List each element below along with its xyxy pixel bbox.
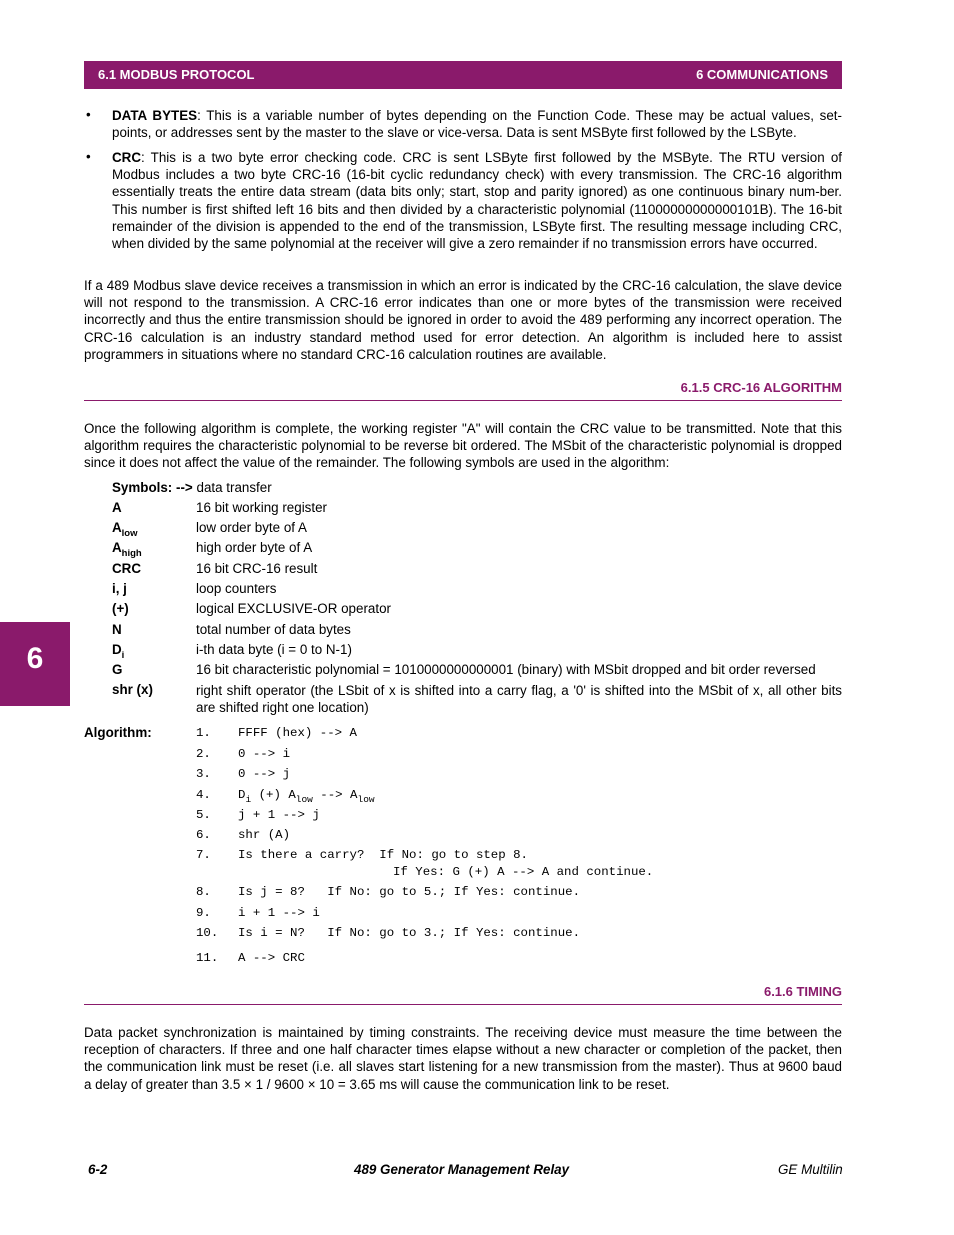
step-text: 0 --> i: [238, 747, 291, 761]
step-number: 6.: [196, 828, 211, 842]
step-number: 4.: [196, 788, 211, 802]
step-text: $D_i$ (+) $A_{low}$ --> $A_{low}$: [238, 788, 375, 805]
section-heading-crc16: [84, 380, 842, 401]
symbol-desc: 16 bit CRC-16 result: [196, 561, 318, 576]
symbols-heading: [112, 480, 272, 495]
section-title: 6.1.6 TIMING: [763, 984, 842, 999]
algorithm-label: Algorithm:: [84, 725, 152, 740]
bullet-term: DATA BYTES: [112, 108, 198, 123]
footer-company: GE Multilin: [778, 1162, 843, 1177]
symbol-key: A: [112, 500, 122, 515]
symbol-desc: low order byte of A: [196, 520, 307, 535]
paragraph-crc-error: If a 489 Modbus slave device receives a transmission in which an error is indicated by the CRC-16 calculation, the slave device will not respond to the transmission. A CRC-16 error indicates than one or more bytes of the transmission were received incorrectly and thus the entire transmission should be ignored in order to avoid the 489 performing any incorrect operation. The CRC-16 calculation is an industry standard method used for error detection. An algorithm is included here to assist programmers in situations where no standard CRC-16 calculation routines are available.: [84, 278, 842, 362]
symbol-desc: logical EXCLUSIVE-OR operator: [196, 601, 391, 616]
header-chapter-label: 6 COMMUNICATIONS: [696, 67, 828, 82]
step-number: 11.: [196, 951, 219, 965]
step-text: Is there a carry? If No: go to step 8.: [238, 848, 528, 862]
symbol-key: i, j: [112, 581, 127, 596]
symbol-key: shr (x): [112, 682, 153, 697]
bullet-text: : This is a two byte error checking code. CRC is sent LSByte first followed by the MSByte. The RTU version of Modbus includes a two byte CRC-16 (16-bit cyclic redundancy check) with every transmission. The CRC-16 algorithm essentially treats the entire data stream (data bits only; start, stop and parity ignored) as one continuous binary num-ber. This number is first shifted left 16 bits and then divided by a characteristic polynomial (11000000000000101B). The 16-bit remainder of the division is appended to the end of the transmission, LSByte first. The resulting message including CRC, when divided by the same polynomial at the receiver will give a zero remainder if no transmission errors have occurred.: [112, 150, 842, 252]
bullet-term: CRC: [112, 150, 142, 165]
step-text: Is i = N? If No: go to 3.; If Yes: continue.: [238, 926, 581, 940]
footer-page-number: 6-2: [88, 1162, 108, 1177]
symbol-key: $A_{low}$: [112, 520, 138, 539]
symbol-key: $A_{high}$: [112, 540, 142, 559]
chapter-tab: [0, 622, 70, 706]
step-number: 3.: [196, 767, 211, 781]
bullet-dot: •: [86, 149, 91, 164]
step-text: A --> CRC: [238, 951, 305, 965]
header-section-label: 6.1 MODBUS PROTOCOL: [98, 67, 255, 82]
running-header: [84, 61, 842, 89]
step-text-continuation: If Yes: G (+) A --> A and continue.: [393, 865, 654, 879]
section-title: 6.1.5 CRC-16 ALGORITHM: [680, 380, 842, 395]
step-text: 0 --> j: [238, 767, 291, 781]
symbols-arrow-desc: data transfer: [196, 480, 272, 495]
step-text: shr (A): [238, 828, 291, 842]
paragraph-algorithm-intro: Once the following algorithm is complete, the working register "A" will contain the CRC value to be transmitted. Note that this algorithm requires the characteristic polynomial to be reverse bit ordered. The MSbit of the characteristic polynomial is dropped since it does not affect the value of the remainder. The following symbols are used in the algorithm:: [84, 421, 842, 471]
step-text: i + 1 --> i: [238, 906, 320, 920]
step-number: 1.: [196, 726, 211, 740]
symbol-key: N: [112, 622, 122, 637]
symbol-key: CRC: [112, 561, 142, 576]
symbols-label: Symbols:: [112, 480, 173, 495]
chapter-tab-number: 6: [26, 642, 44, 675]
step-text: FFFF (hex) --> A: [238, 726, 357, 740]
symbol-key: (+): [112, 601, 129, 616]
step-number: 10.: [196, 926, 219, 940]
bullet-crc: [112, 149, 842, 252]
symbol-desc: right shift operator (the LSbit of x is shifted into a carry flag, a '0' is shifted into the MSbit of x, all other bits are shifted right one location): [196, 683, 842, 716]
step-number: 2.: [196, 747, 211, 761]
symbol-desc: 16 bit characteristic polynomial = 1010000000000001 (binary) with MSbit dropped and bit order reversed: [196, 662, 816, 677]
symbol-desc: total number of data bytes: [196, 622, 351, 637]
paragraph-timing: Data packet synchronization is maintained by timing constraints. The receiving device must measure the time between the reception of characters. If three and one half character times elapse without a new character or completion of the packet, then the communication link must be reset (i.e. all slaves start listening for a new transmission from the master). Thus at 9600 baud a delay of greater than 3.5 × 1 / 9600 × 10 = 3.65 ms will cause the communication link to be reset.: [84, 1025, 842, 1092]
symbol-key: G: [112, 662, 123, 677]
symbols-arrow: -->: [176, 480, 193, 495]
bullet-data-bytes: [112, 107, 842, 141]
step-text: j + 1 --> j: [238, 808, 320, 822]
symbol-desc: i-th data byte (i = 0 to N-1): [196, 642, 352, 657]
symbol-desc: 16 bit working register: [196, 500, 327, 515]
symbol-desc: high order byte of A: [196, 540, 313, 555]
step-number: 5.: [196, 808, 211, 822]
symbol-desc: loop counters: [196, 581, 277, 596]
step-number: 7.: [196, 848, 211, 862]
step-number: 8.: [196, 885, 211, 899]
symbol-key: $D_i$: [112, 642, 125, 661]
footer-title: 489 Generator Management Relay: [354, 1162, 570, 1177]
step-number: 9.: [196, 906, 211, 920]
bullet-dot: •: [86, 107, 91, 122]
section-heading-timing: [84, 984, 842, 1005]
bullet-text: : This is a variable number of bytes depending on the Function Code. These may be actual values, set-points, or addresses sent by the master to the slave or vice-versa. Data is sent MSByte first followed by the LSByte.: [112, 108, 842, 141]
step-text: Is j = 8? If No: go to 5.; If Yes: continue.: [238, 885, 581, 899]
